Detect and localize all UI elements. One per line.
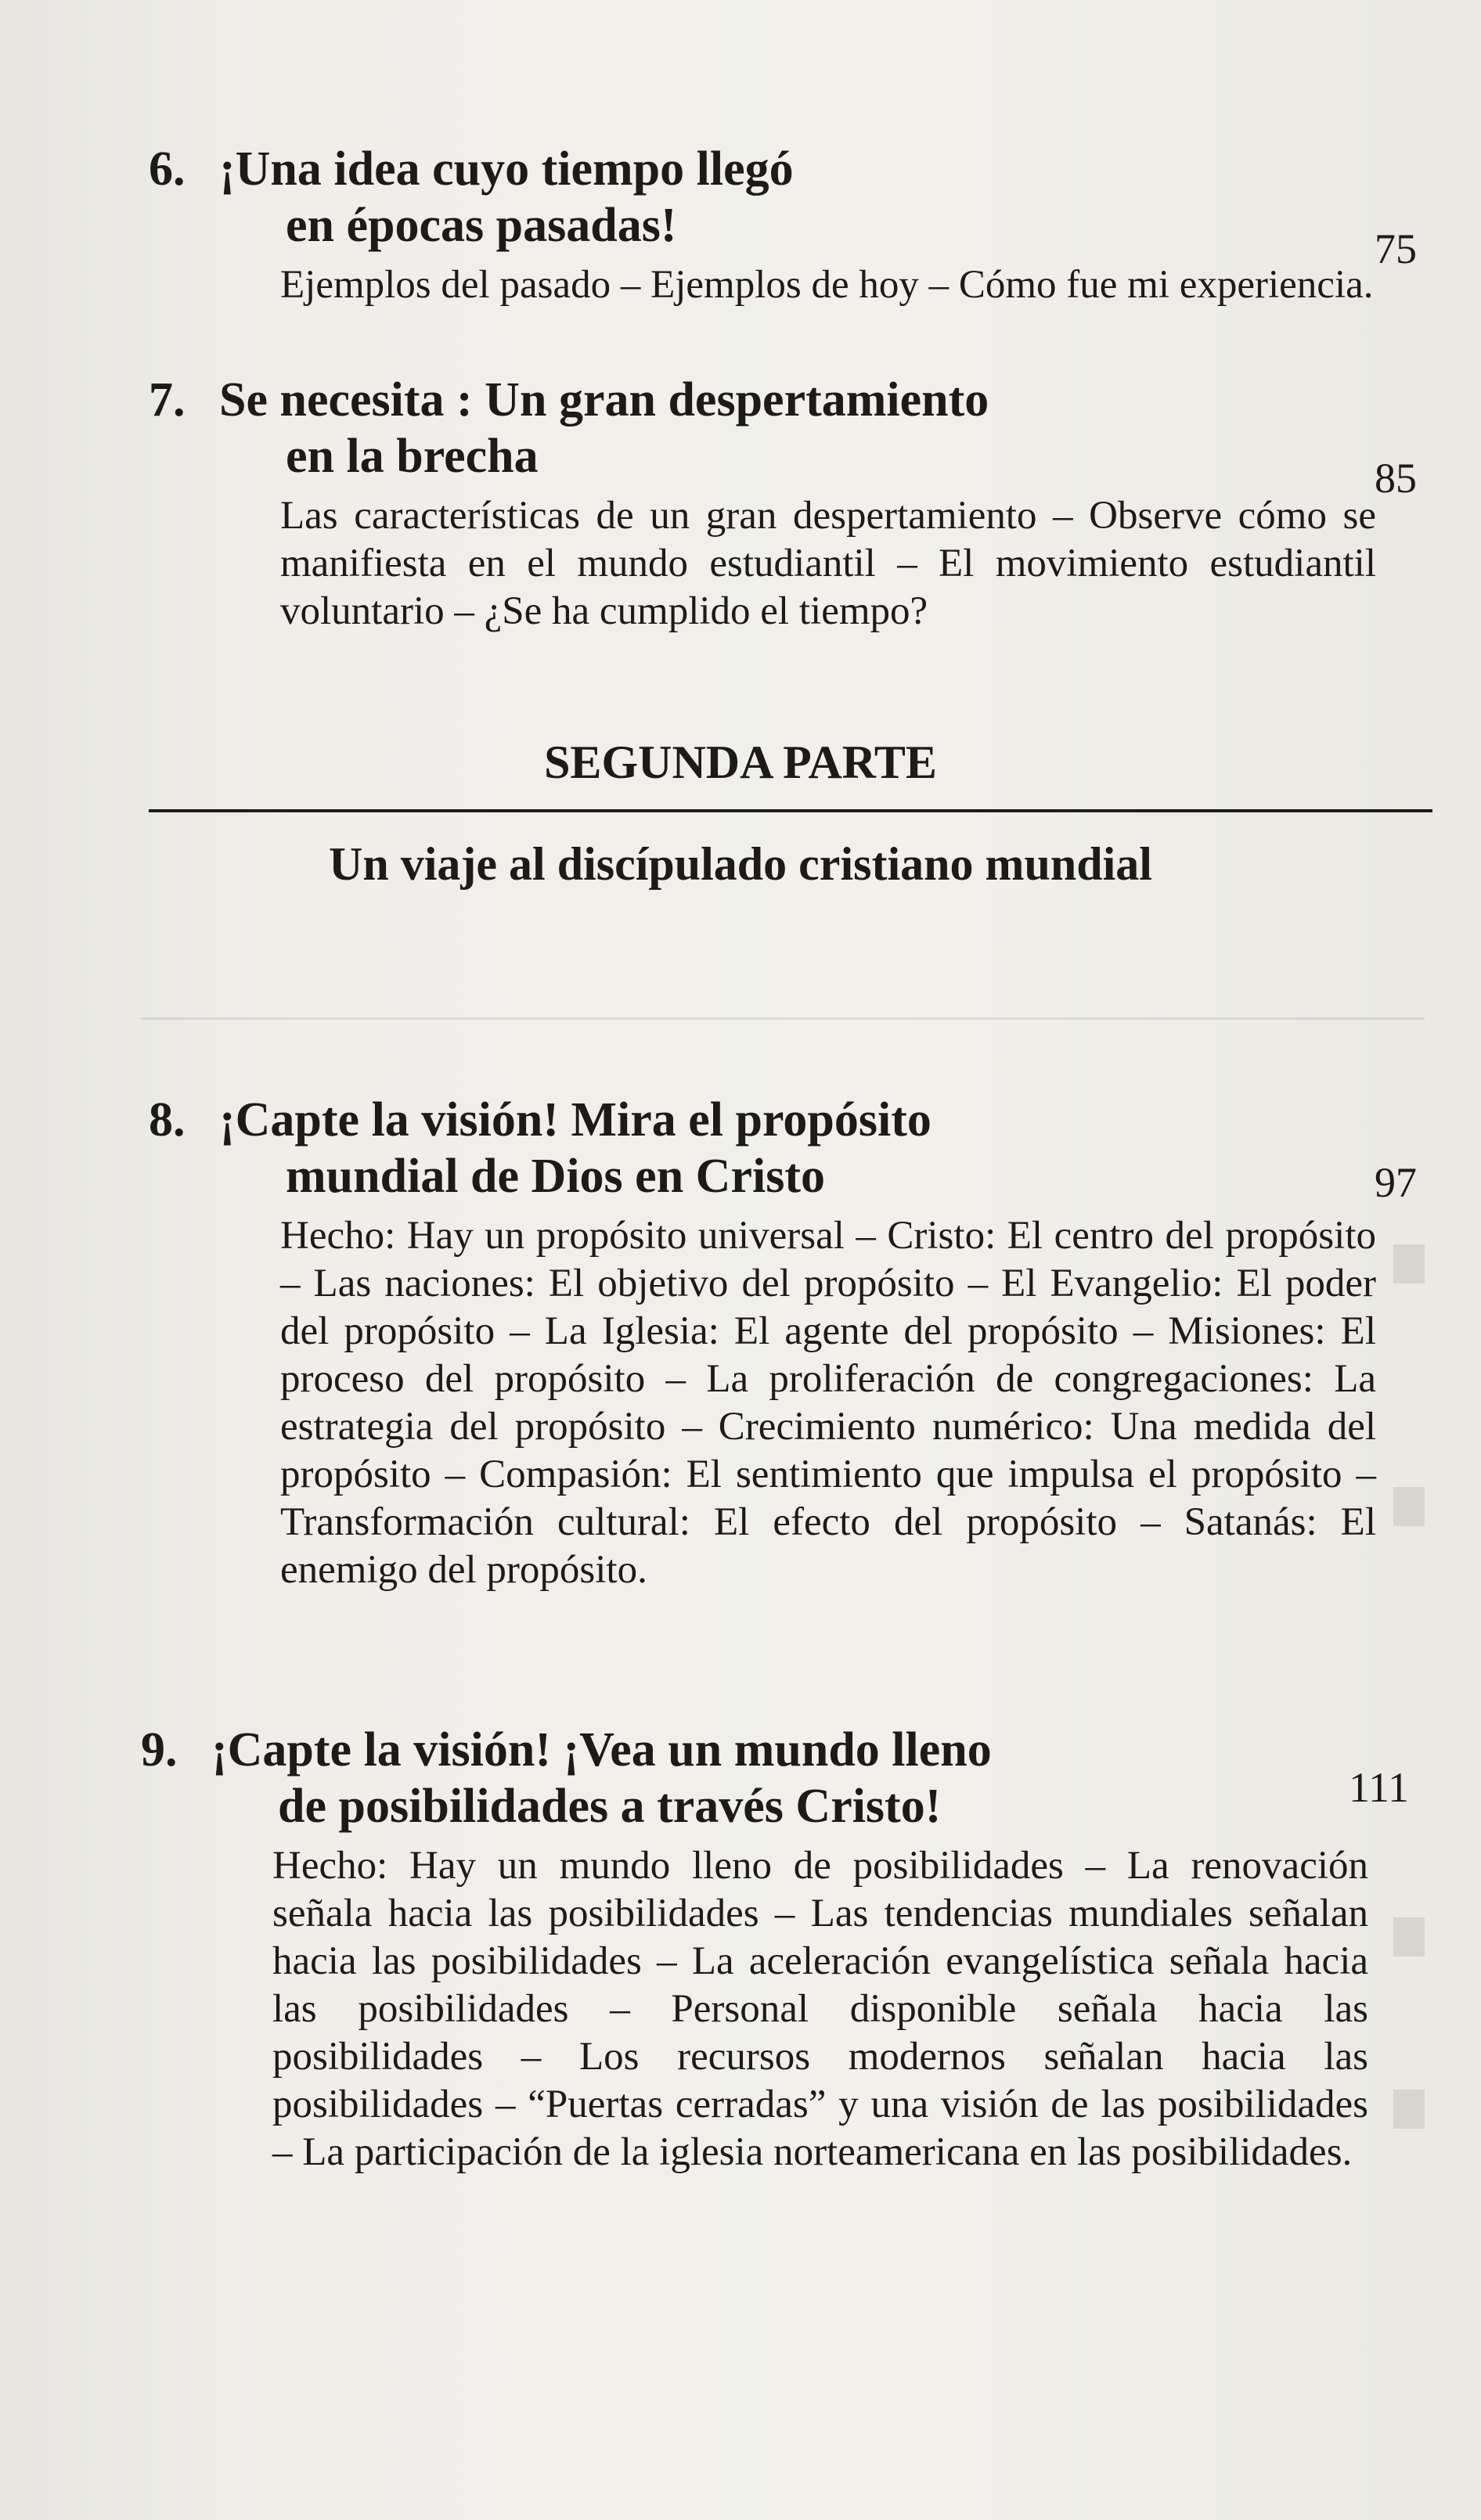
toc-entry-6[interactable] — [149, 141, 1417, 309]
part-divider — [149, 809, 1432, 812]
entry-title — [149, 141, 1417, 272]
page-number: 75 — [1375, 225, 1417, 272]
chapter-number: 6. — [149, 142, 186, 196]
entry-title — [141, 1722, 1409, 1834]
toc-entry-9[interactable] — [141, 1722, 1409, 2176]
entry-title — [149, 1092, 1417, 1204]
toc-entry-8[interactable] — [149, 1092, 1417, 1594]
page-number: 97 — [1375, 1159, 1417, 1206]
page-number: 85 — [1375, 455, 1417, 502]
title-line-1: ¡Capte la visión! Mira el propósito — [219, 1093, 931, 1147]
entry-description: Hecho: Hay un mundo lleno de posibilidades – La renovación señala hacia las posibilidades – Las tendencias mundiales señalan hacia las posibilidades – La aceleración evangelística señala hacia las posibilidades – Personal disponible señala hacia las posibilidades – Los recursos modernos señalan hacia las posibilidades – “Puertas cerradas” y una visión de las posibilidades – La participación de la iglesia norteamericana en las posibilidades. — [272, 1844, 1368, 2174]
entry-title — [149, 372, 1417, 502]
part-subtitle: Un viaje al discípulado cristiano mundial — [329, 838, 1152, 890]
title-line-2: en la brecha — [286, 430, 539, 483]
entry-description: Ejemplos del pasado – Ejemplos de hoy – Cómo fue mi experiencia. — [280, 263, 1374, 307]
entry-description: Las características de un gran despertamiento – Observe cómo se manifiesta en el mundo estudiantil – El movimiento estudiantil voluntario – ¿Se ha cumplido el tiempo? — [280, 494, 1376, 633]
toc-entry-7[interactable] — [149, 372, 1417, 635]
title-line-1: ¡Capte la visión! ¡Vea un mundo lleno — [211, 1723, 992, 1777]
entry-description: Hecho: Hay un propósito universal – Cristo: El centro del propósito – Las naciones: El objetivo del propósito – El Evangelio: El poder del propósito – La Iglesia: El agente del propósito – Misiones: El proceso del propósito – La proliferación de congregaciones: La estrategia del propósito – Crecimiento numérico: Una medida del propósito – Compasión: El sentimiento que impulsa el propósito – Transformación cultural: El efecto del propósito – Satanás: El enemigo del propósito. — [280, 1214, 1376, 1592]
title-line-2: de posibilidades a través Cristo! — [278, 1780, 942, 1833]
chapter-number: 8. — [149, 1093, 186, 1147]
title-line-2: mundial de Dios en Cristo — [286, 1150, 825, 1203]
title-line-1: ¡Una idea cuyo tiempo llegó — [219, 142, 794, 196]
page-number: 111 — [1349, 1764, 1409, 1811]
chapter-number: 9. — [141, 1723, 178, 1777]
title-line-1: Se necesita : Un gran despertamiento — [219, 373, 989, 427]
chapter-number: 7. — [149, 373, 186, 427]
part-heading: SEGUNDA PARTE — [544, 736, 937, 788]
title-line-2: en épocas pasadas! — [286, 199, 677, 252]
